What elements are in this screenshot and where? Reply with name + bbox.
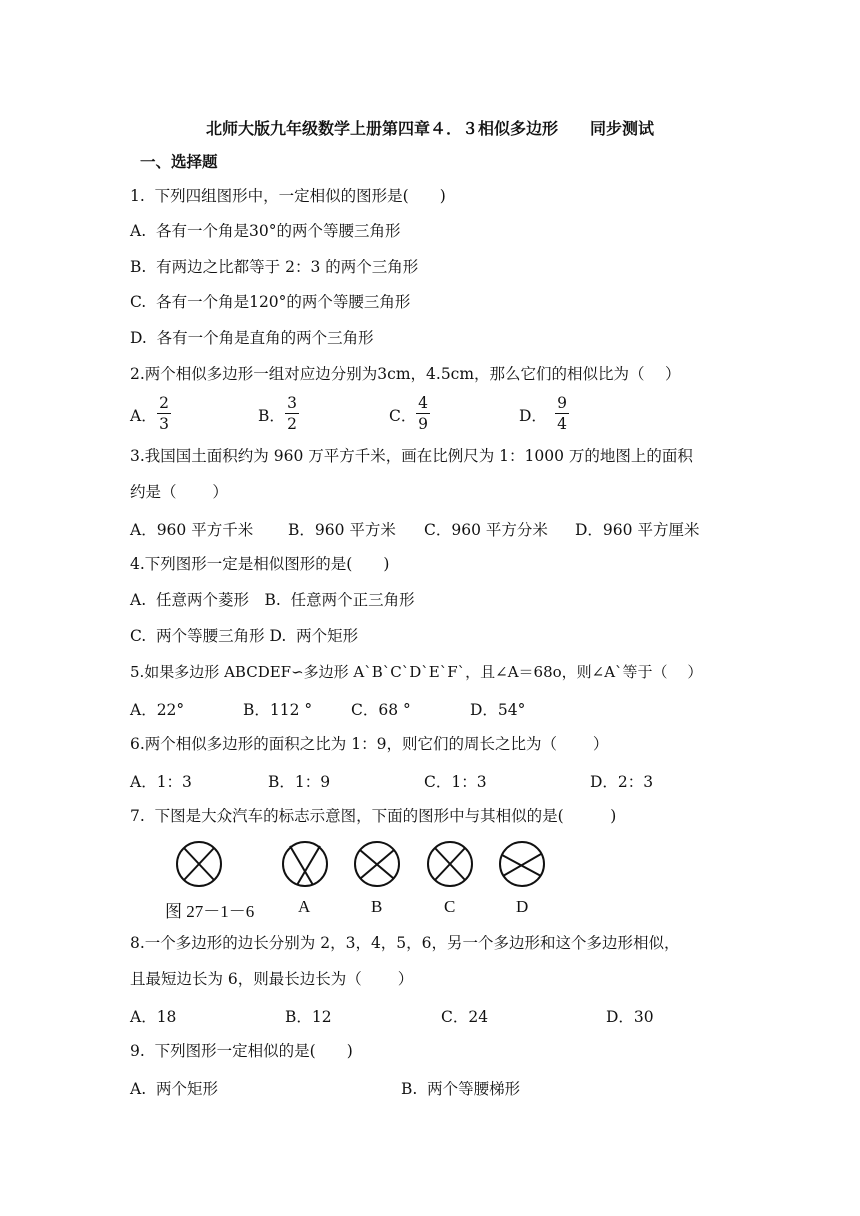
fraction-bar [157, 413, 171, 414]
q1-option-b: B. 有两边之比都等于 2：3 的两个三角形 [130, 258, 419, 276]
q4-options-ab: A. 任意两个菱形 B. 任意两个正三角形 [130, 591, 415, 609]
q2-b-numerator: 3 [287, 394, 297, 412]
q2-d-numerator: 9 [557, 394, 567, 412]
figure-caption: 图 27－1－6 [165, 902, 255, 921]
q3-stem-line1: 3.我国国土面积约为 960 万平方千米，画在比例尺为 1：1000 万的地图上的面积 [130, 447, 693, 465]
q7-stem: 7. 下图是大众汽车的标志示意图，下面的图形中与其相似的是( ) [130, 807, 617, 825]
option-d-figure [500, 842, 544, 886]
q6-option-d: D．2：3 [590, 773, 654, 791]
q2-a-denominator: 3 [159, 415, 169, 433]
q9-stem: 9. 下列图形一定相似的是( ) [130, 1042, 353, 1060]
q2-label-d: D． [519, 407, 547, 425]
q5-stem: 5.如果多边形 ABCDEF∽多边形 A`B`C`D`E`F`，且∠A＝68o，则∠A`等于（ ） [130, 663, 703, 681]
q1-option-d: D. 各有一个角是直角的两个三角形 [130, 329, 374, 347]
q5-option-d: D．54° [470, 701, 526, 719]
q8-option-a: A．18 [130, 1008, 177, 1026]
figure-label-d: D [516, 897, 529, 916]
q8-stem-line1: 8.一个多边形的边长分别为 2，3，4，5，6，另一个多边形和这个多边形相似， [130, 934, 680, 952]
option-a-figure [283, 842, 327, 886]
vw-logo-figures [165, 840, 565, 892]
q2-label-a: A． [130, 407, 157, 425]
fraction-bar [416, 413, 430, 414]
q3-option-a: A．960 平方千米 [130, 521, 254, 539]
fraction-bar [285, 413, 299, 414]
q2-fraction-b [282, 394, 302, 433]
figure-label-b: B [371, 897, 383, 916]
q4-options-cd: C. 两个等腰三角形 D. 两个矩形 [130, 627, 359, 645]
q1-option-a: A. 各有一个角是30°的两个等腰三角形 [130, 222, 401, 240]
q2-label-b: B． [258, 407, 285, 425]
figure-label-a: A [298, 897, 311, 916]
q8-option-c: C．24 [441, 1008, 489, 1026]
option-c-figure [428, 842, 472, 886]
section-heading: 一、选择题 [140, 153, 218, 171]
q8-stem-line2: 且最短边长为 6，则最长边长为（ ） [130, 970, 414, 988]
q6-option-b: B．1：9 [268, 773, 331, 791]
q2-fraction-d [552, 394, 572, 433]
q2-label-c: C． [389, 407, 417, 425]
q2-c-numerator: 4 [418, 394, 428, 412]
q8-option-d: D．30 [606, 1008, 654, 1026]
q4-stem: 4.下列图形一定是相似图形的是( ) [130, 555, 390, 573]
q3-option-b: B．960 平方米 [288, 521, 396, 539]
option-b-figure [355, 842, 399, 886]
q2-stem: 2.两个相似多边形一组对应边分别为3cm，4.5cm，那么它们的相似比为（ ） [130, 365, 681, 383]
q3-option-c: C．960 平方分米 [424, 521, 548, 539]
q9-option-a: A. 两个矩形 [130, 1080, 218, 1098]
reference-logo-figure [177, 842, 221, 886]
q6-option-c: C．1：3 [424, 773, 487, 791]
q2-fraction-c [413, 394, 433, 433]
q2-d-denominator: 4 [557, 415, 567, 433]
q2-fraction-a [154, 394, 174, 433]
fraction-bar [555, 413, 569, 414]
q2-a-numerator: 2 [159, 394, 169, 412]
page-title: 北师大版九年级数学上册第四章４．３相似多边形 同步测试 [205, 119, 654, 138]
q5-option-b: B．112 ° [243, 701, 313, 719]
q9-option-b: B. 两个等腰梯形 [401, 1080, 521, 1098]
q5-option-a: A．22° [130, 701, 185, 719]
figure-label-c: C [444, 897, 456, 916]
q1-stem: 1. 下列四组图形中，一定相似的图形是( ) [130, 187, 446, 205]
q1-option-c: C. 各有一个角是120°的两个等腰三角形 [130, 293, 411, 311]
q6-option-a: A．1：3 [130, 773, 192, 791]
q2-c-denominator: 9 [418, 415, 428, 433]
q3-option-d: D．960 平方厘米 [575, 521, 700, 539]
q6-stem: 6.两个相似多边形的面积之比为 1：9，则它们的周长之比为（ ） [130, 735, 609, 753]
q5-option-c: C．68 ° [351, 701, 411, 719]
q2-b-denominator: 2 [287, 415, 297, 433]
q3-stem-line2: 约是（ ） [130, 483, 228, 501]
q8-option-b: B．12 [285, 1008, 332, 1026]
